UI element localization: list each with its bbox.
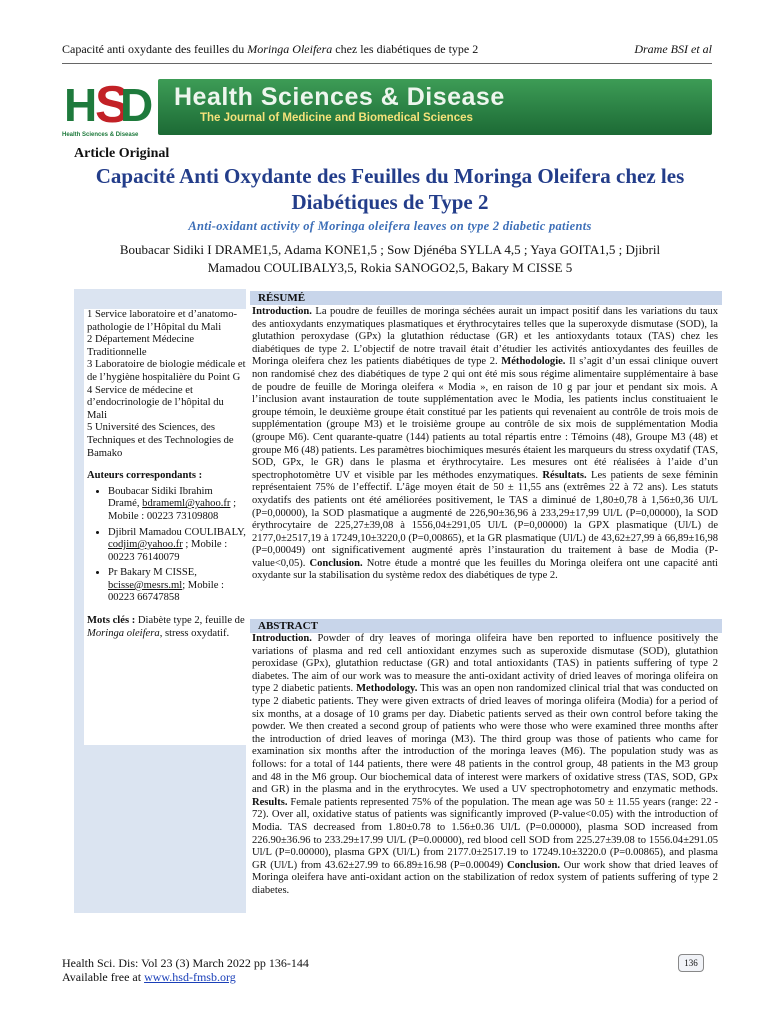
abstract-conclusion: Our work show that dried leaves of Moringa oleifera have anti-oxidant action on the stabilization of redox system of patients suffering of type 2 diabetes. <box>252 859 718 896</box>
affiliations <box>84 309 246 460</box>
affiliation-item: 4 Service de médecine et d’endocrinologie de l’hôpital du Mali <box>87 384 224 421</box>
footer-available-label: Available free at <box>62 970 145 984</box>
resume-methods-label: Méthodologie. <box>497 356 566 368</box>
abstract-heading: ABSTRACT <box>250 619 722 633</box>
logo-caption: Health Sciences & Disease <box>62 132 139 138</box>
author-mobile: ; Mobile : 00223 66747858 <box>108 579 224 604</box>
english-title: Anti-oxidant activity of Moringa oleifera leaves on type 2 diabetic patients <box>188 219 592 233</box>
sidebar-box <box>84 309 246 745</box>
resume-conclusion: Notre étude a montré que les feuilles du Moringa oleifera ont une capacité anti oxydante sur la stabilisation du système redox des diabétiques de type 2. <box>252 557 718 582</box>
running-title: Capacité anti oxydante des feuilles du Moringa Oleifera chez les diabétiques de type 2 <box>62 42 479 56</box>
affiliation-item: 5 Université des Sciences, des Techniques et des Technologies de Bamako <box>87 422 234 459</box>
author-email-link[interactable]: codjim@yahoo.fr <box>108 539 183 551</box>
keywords-label: Mots clés : <box>87 615 136 627</box>
abstract-conclusion-label: Conclusion. <box>503 859 560 871</box>
author-email-link[interactable]: bdrameml@yahoo.fr <box>142 498 231 510</box>
journal-subtitle: The Journal of Medicine and Biomedical Sciences <box>200 112 473 124</box>
journal-name: Health Sciences & Disease <box>174 83 505 111</box>
corresponding-heading: Auteurs correspondants : <box>87 470 203 482</box>
corresponding-author <box>108 527 246 565</box>
page-number: 136 <box>678 954 704 972</box>
abstract-results: Female patients represented 75% of the population. The mean age was 50 ± 11.55 years (range: 22 - 72). Over all, oxidative status of patients was significantly improved (P-value<0.05) with the introduction of Modia. TAS decreased from 1.80±0.78 to 1.56±0.36 Ul/L (P=0.00000), plasma SOD increased from 226.90±36.96 to 233.29±17.99 Ul/L (P=0.00000), red blood cell SOD from 225.27±39.08 to 1556.04±291.05 Ul/L (P=0.00000), plasma GPX (Ul/L) from 2177.0±2517.19 to 17249.10±3220.0 (P=0.00865), and plasma GR (Ul/L) from 43.62±27.99 to 66.89±16.98 (P=0.00049) <box>252 796 718 871</box>
article-title: Capacité Anti Oxydante des Feuilles du Moringa Oleifera chez les Diabétiques de Type 2 <box>95 164 685 214</box>
header-rule <box>62 63 712 64</box>
resume-intro-label: Introduction. <box>252 306 312 317</box>
author-name: Pr Bakary M CISSE, <box>108 567 197 579</box>
keywords-species: Moringa oleifera <box>87 627 160 639</box>
journal-url-link[interactable]: www.hsd-fmsb.org <box>144 970 236 984</box>
abstract-results-label: Results. <box>252 796 288 808</box>
resume-intro: La poudre de feuilles de moringa séchées aurait un impact positif dans les variations du taux des antioxydants enzymatiques plasmatiques et érythrocytaires telles que la superoxyde dismutase (SOD), la glutathion peroxydase (GPx) la glutathion réductase (GR) et les antioxydants totaux (TAS) chez les diabétiques de type 2. L’objectif de notre travail était d’étudier les activités antioxydantes des feuilles de Moringa oleifera chez les patients diabétiques de type 2. <box>252 306 718 368</box>
authors-line-2: Mamadou COULIBALY3,5, Rokia SANOGO2,5, Bakary M CISSE 5 <box>207 260 573 275</box>
abstract-intro: Powder of dry leaves of moringa olifeira have ben reported to influence positively the variations of plasma and red cell antioxidant enzymes such as superoxide dismutase (SOD), glutathion peroxidase (GPx), glutathion reductase (GR) and total antioxidants (TAS) in patients suffering of type 2 diabetes. The aim of our work was to measure the anti-oxidant activity of dried leaves of moringa olifeira on type 2 diabetic patients. <box>252 633 718 695</box>
resume-conclusion-label: Conclusion. <box>305 557 363 569</box>
journal-banner <box>62 77 712 139</box>
author-list <box>70 241 710 277</box>
abstract-methods-label: Methodology. <box>353 683 418 695</box>
resume-methods: Il s’agit d’un essai clinique ouvert non randomisé chez des diabétiques de type 2 qui ont été mis sous régime alimentaire supplémentaire à base de poudre de feuille de Moringa oleifera « Modia », en raison de 10 g par jour et pendant six mois. A l’inclusion avant instauration de toute supplémentation avec le Modia, les patients inclus constituaient le groupe témoin, le deuxième groupe était constitué par les patients qui revenaient au contrôle de trois mois de supplémentation (groupe M3) et le troisième groupe au contrôle de six mois de supplémentation Modia (groupe M6). Cent quarante-quatre (144) patients au total répartis entre : Témoins (48), Groupe M3 (48) et groupe M6 (48) patients. Les paramètres biochimiques mesurés étaient les marqueurs du stress oxydatif (TAS, SOD, GPx, le GR) dans le plasma et érythrocytaire. Les mesures ont été réalisées à l’aide d’un spectrophotomètre UV et visible par les méthodes enzymatiques. <box>252 356 718 481</box>
logo-letter-h: H <box>64 79 98 131</box>
abstract-intro-label: Introduction. <box>252 633 312 644</box>
author-name: Boubacar Sidiki Ibrahim Dramé, <box>108 485 213 510</box>
corresponding-list <box>84 486 246 605</box>
keywords <box>87 615 246 640</box>
running-header <box>62 42 712 57</box>
author-email-link[interactable]: bcisse@mesrs.ml <box>108 579 183 591</box>
keywords-text: Diabète type 2, feuille de <box>135 615 245 627</box>
footer-citation: Health Sci. Dis: Vol 23 (3) March 2022 pp 136-144 <box>62 956 309 970</box>
banner-bar <box>158 79 712 135</box>
affiliation-item: 1 Service laboratoire et d’anatomo-pathologie de l’Hôpital du Mali <box>87 309 238 333</box>
logo-letter-d: D <box>120 79 154 131</box>
authors-line-1: Boubacar Sidiki I DRAME1,5, Adama KONE1,5 ; Sow Djénéba SYLLA 4,5 ; Yaya GOITA1,5 ; Djibril <box>119 242 661 257</box>
corresponding-author <box>108 486 246 524</box>
logo-letter-s: S <box>95 76 130 134</box>
footer <box>62 956 309 984</box>
resume-results: Les patients de sexe féminin représentaient 75% de l’effectif. L’âge moyen était de 50 ± 11,55 ans (extrêmes 22 à 72 ans). Les statuts oxydatifs des patients ont été améliorées positivement, le TAS a diminué de 1,80±0,78 à 1,56±0,36 Ul/L (P=0,00000), la SOD plasmatique a augmenté de 226,90±36,96 à 233,29±17,99 Ul/L (P=0,00000), la SOD érythrocytaire de 225,27±39,08 à 1556,04±291,05 Ul/L (P=0,00000) la GPX plasmatique (Ul/L) de 2177,0±2517,19 à 17249,10±3220,0 (P=0,00865), et la GR plasmatique (Ul/L) de 43,62±27,99 à 66,89±16,98 (P=0,00049) ont significativement augmenté après l’instauration du traitement à base de Modia (P-value<0,05). <box>252 469 719 569</box>
resume-text <box>252 306 718 583</box>
article-type: Article Original <box>74 146 170 161</box>
resume-heading: RÉSUMÉ <box>250 291 722 305</box>
journal-logo <box>62 77 156 139</box>
corresponding-author <box>108 567 246 605</box>
running-authors: Drame BSI et al <box>634 42 712 56</box>
author-mobile: ; Mobile : 00223 76140079 <box>108 539 228 563</box>
resume-results-label: Résultats. <box>538 469 587 481</box>
affiliation-item: 2 Département Médecine Traditionnelle <box>87 334 195 358</box>
sidebar-panel <box>74 289 246 913</box>
abstract-methods: This was an open non randomized clinical trial that was conducted on type 2 diabetic patients. They were given extracts of dried leaves of moringa olifeira (Modia) for a period of six months, at a dosage of 10 grams per day. Diabetic patients served as their own control before taking the powder. We then created a second group of patients who were those who were examined three months after the introduction of dried leaves of moringa (M3). The third group was those of patients who came for examination six months after the introduction of the moringa leaves (M6). The population study was as follows: for a total of 144 patients, there were 48 patients in the control group, 48 patients in the M3 group and 48 in the M6 group. Our biochemical data of interest were markers of oxidative stress (TAS, SOD, GPx and GR) in the plasma and in the erythrocytes. We used a UV spectrophotometry and enzymatic methods. <box>252 683 719 796</box>
author-name: Djibril Mamadou COULIBALY, <box>108 526 246 538</box>
footer-availability <box>62 970 309 984</box>
author-mobile: ; Mobile : 00223 73109808 <box>108 498 237 522</box>
abstract-text <box>252 633 718 897</box>
keywords-text-end: , stress oxydatif. <box>159 627 230 639</box>
affiliation-item: 3 Laboratoire de biologie médicale et de l’hygiène hospitalière du Point G <box>87 359 246 383</box>
